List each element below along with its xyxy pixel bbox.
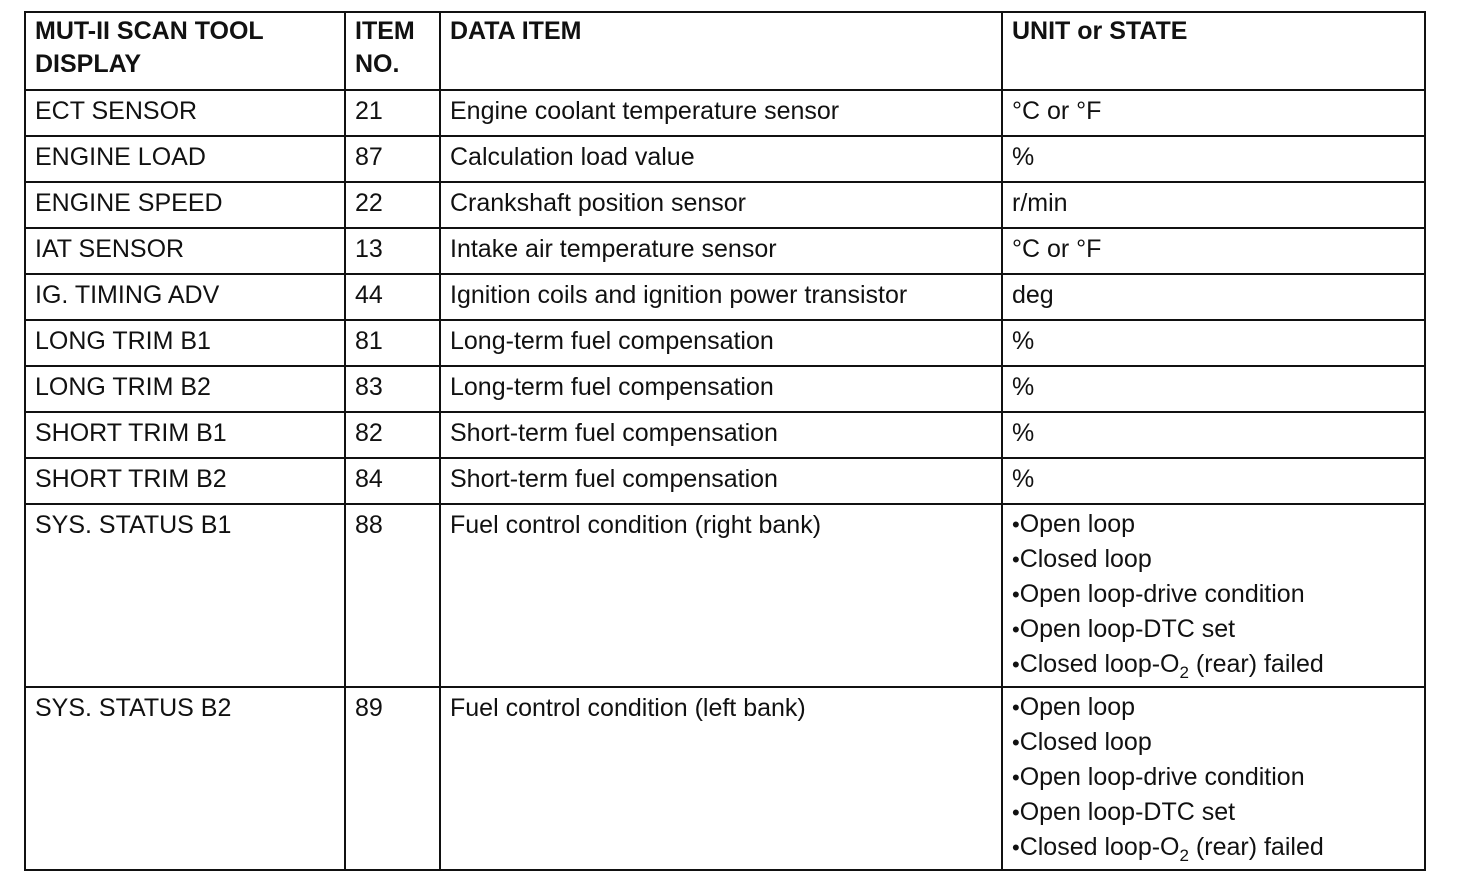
cell-data-item: Short-term fuel compensation [440,412,1002,458]
table-row [25,458,1425,504]
state-item: •Open loop [1012,693,1136,721]
cell-item-no: 83 [345,366,440,412]
header-display: MUT-II SCAN TOOL DISPLAY [25,12,345,90]
state-item: •Closed loop-$O_2$ (rear) failed [1012,833,1324,865]
cell-item-no: 89 [345,687,440,870]
cell-unit: % [1002,136,1425,182]
state-item: •Open loop-drive condition [1012,580,1305,608]
cell-data-item: Long-term fuel compensation [440,320,1002,366]
cell-unit: % [1002,320,1425,366]
state-item: •Closed loop [1012,545,1152,573]
cell-display: ENGINE LOAD [25,136,345,182]
cell-unit: % [1002,458,1425,504]
cell-display: SYS. STATUS B2 [25,687,345,870]
header-data-item: DATA ITEM [440,12,1002,90]
table-row [25,90,1425,136]
header-unit: UNIT or STATE [1002,12,1425,90]
cell-state-list [1002,687,1425,870]
state-item: •Open loop-DTC set [1012,615,1236,643]
table-row-status [25,687,1425,870]
cell-display: IAT SENSOR [25,228,345,274]
state-item: •Closed loop [1012,728,1152,756]
table-header-row [25,12,1425,90]
cell-data-item: Ignition coils and ignition power transistor [440,274,1002,320]
cell-item-no: 22 [345,182,440,228]
cell-data-item: Long-term fuel compensation [440,366,1002,412]
cell-display: ENGINE SPEED [25,182,345,228]
table-row [25,320,1425,366]
cell-unit: r/min [1002,182,1425,228]
cell-data-item: Calculation load value [440,136,1002,182]
cell-state-list [1002,504,1425,687]
cell-display: IG. TIMING ADV [25,274,345,320]
table-row [25,274,1425,320]
cell-item-no: 81 [345,320,440,366]
cell-unit: % [1002,412,1425,458]
cell-data-item: Short-term fuel compensation [440,458,1002,504]
cell-data-item: Fuel control condition (left bank) [440,687,1002,870]
cell-unit: °C or °F [1002,90,1425,136]
table-row [25,412,1425,458]
cell-item-no: 82 [345,412,440,458]
table-row-status [25,504,1425,687]
table-row [25,182,1425,228]
state-item: •Open loop-DTC set [1012,798,1236,826]
cell-item-no: 13 [345,228,440,274]
cell-item-no: 21 [345,90,440,136]
table-row [25,228,1425,274]
cell-display: SHORT TRIM B2 [25,458,345,504]
table-row [25,136,1425,182]
cell-unit: °C or °F [1002,228,1425,274]
cell-data-item: Intake air temperature sensor [440,228,1002,274]
state-item: •Open loop-drive condition [1012,763,1305,791]
cell-display: ECT SENSOR [25,90,345,136]
cell-item-no: 84 [345,458,440,504]
cell-item-no: 88 [345,504,440,687]
cell-display: LONG TRIM B1 [25,320,345,366]
scan-tool-data-table [24,11,1426,871]
state-item: •Closed loop-$O_2$ (rear) failed [1012,650,1324,682]
table-row [25,366,1425,412]
cell-data-item: Fuel control condition (right bank) [440,504,1002,687]
cell-unit: % [1002,366,1425,412]
header-item-no: ITEM NO. [345,12,440,90]
cell-display: LONG TRIM B2 [25,366,345,412]
cell-item-no: 87 [345,136,440,182]
cell-display: SHORT TRIM B1 [25,412,345,458]
state-item: •Open loop [1012,510,1136,538]
cell-data-item: Engine coolant temperature sensor [440,90,1002,136]
cell-item-no: 44 [345,274,440,320]
cell-data-item: Crankshaft position sensor [440,182,1002,228]
cell-display: SYS. STATUS B1 [25,504,345,687]
cell-unit: deg [1002,274,1425,320]
